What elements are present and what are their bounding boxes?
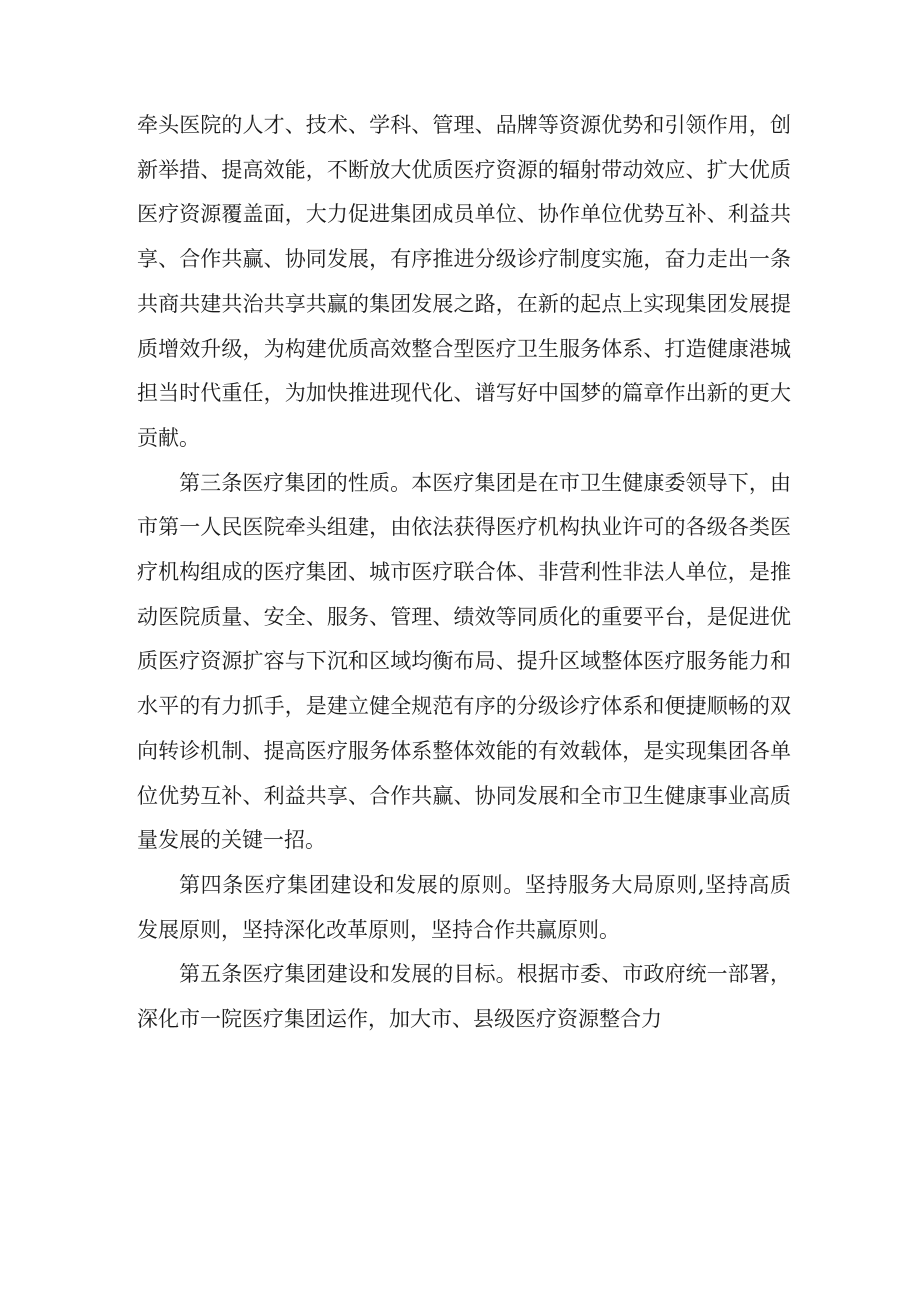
paragraph-continuation: 牵头医院的人才、技术、学科、管理、品牌等资源优势和引领作用，创新举措、提高效能，不断放大优质医疗资源的辐射带动效应、扩大优质医疗资源覆盖面，大力促进集团成员单位、协作单位优势互补、利益共享、合作共赢、协同发展，有序推进分级诊疗制度实施，奋力走出一条共商共建共治共享共赢的集团发展之路，在新的起点上实现集团发展提质增效升级，为构建优质高效整合型医疗卫生服务体系、打造健康港城担当时代重任，为加快推进现代化、谱写好中国梦的篇章作出新的更大贡献。 <box>137 113 791 450</box>
paragraph-article-5: 第五条医疗集团建设和发展的目标。根据市委、市政府统一部署，深化市一院医疗集团运作，加大市、县级医疗资源整合力 <box>137 962 791 1032</box>
paragraph-article-4: 第四条医疗集团建设和发展的原则。坚持服务大局原则,坚持高质发展原则，坚持深化改革原则，坚持合作共赢原则。 <box>137 872 791 942</box>
paragraph-article-3: 第三条医疗集团的性质。本医疗集团是在市卫生健康委领导下，由市第一人民医院牵头组建，由依法获得医疗机构执业许可的各级各类医疗机构组成的医疗集团、城市医疗联合体、非营利性非法人单位，是推动医院质量、安全、服务、管理、绩效等同质化的重要平台，是促进优质医疗资源扩容与下沉和区域均衡布局、提升区域整体医疗服务能力和水平的有力抓手，是建立健全规范有序的分级诊疗体系和便捷顺畅的双向转诊机制、提高医疗服务体系整体效能的有效载体，是实现集团各单位优势互补、利益共享、合作共赢、协同发展和全市卫生健康事业高质量发展的关键一招。 <box>137 470 791 853</box>
document-body <box>137 103 791 1042</box>
